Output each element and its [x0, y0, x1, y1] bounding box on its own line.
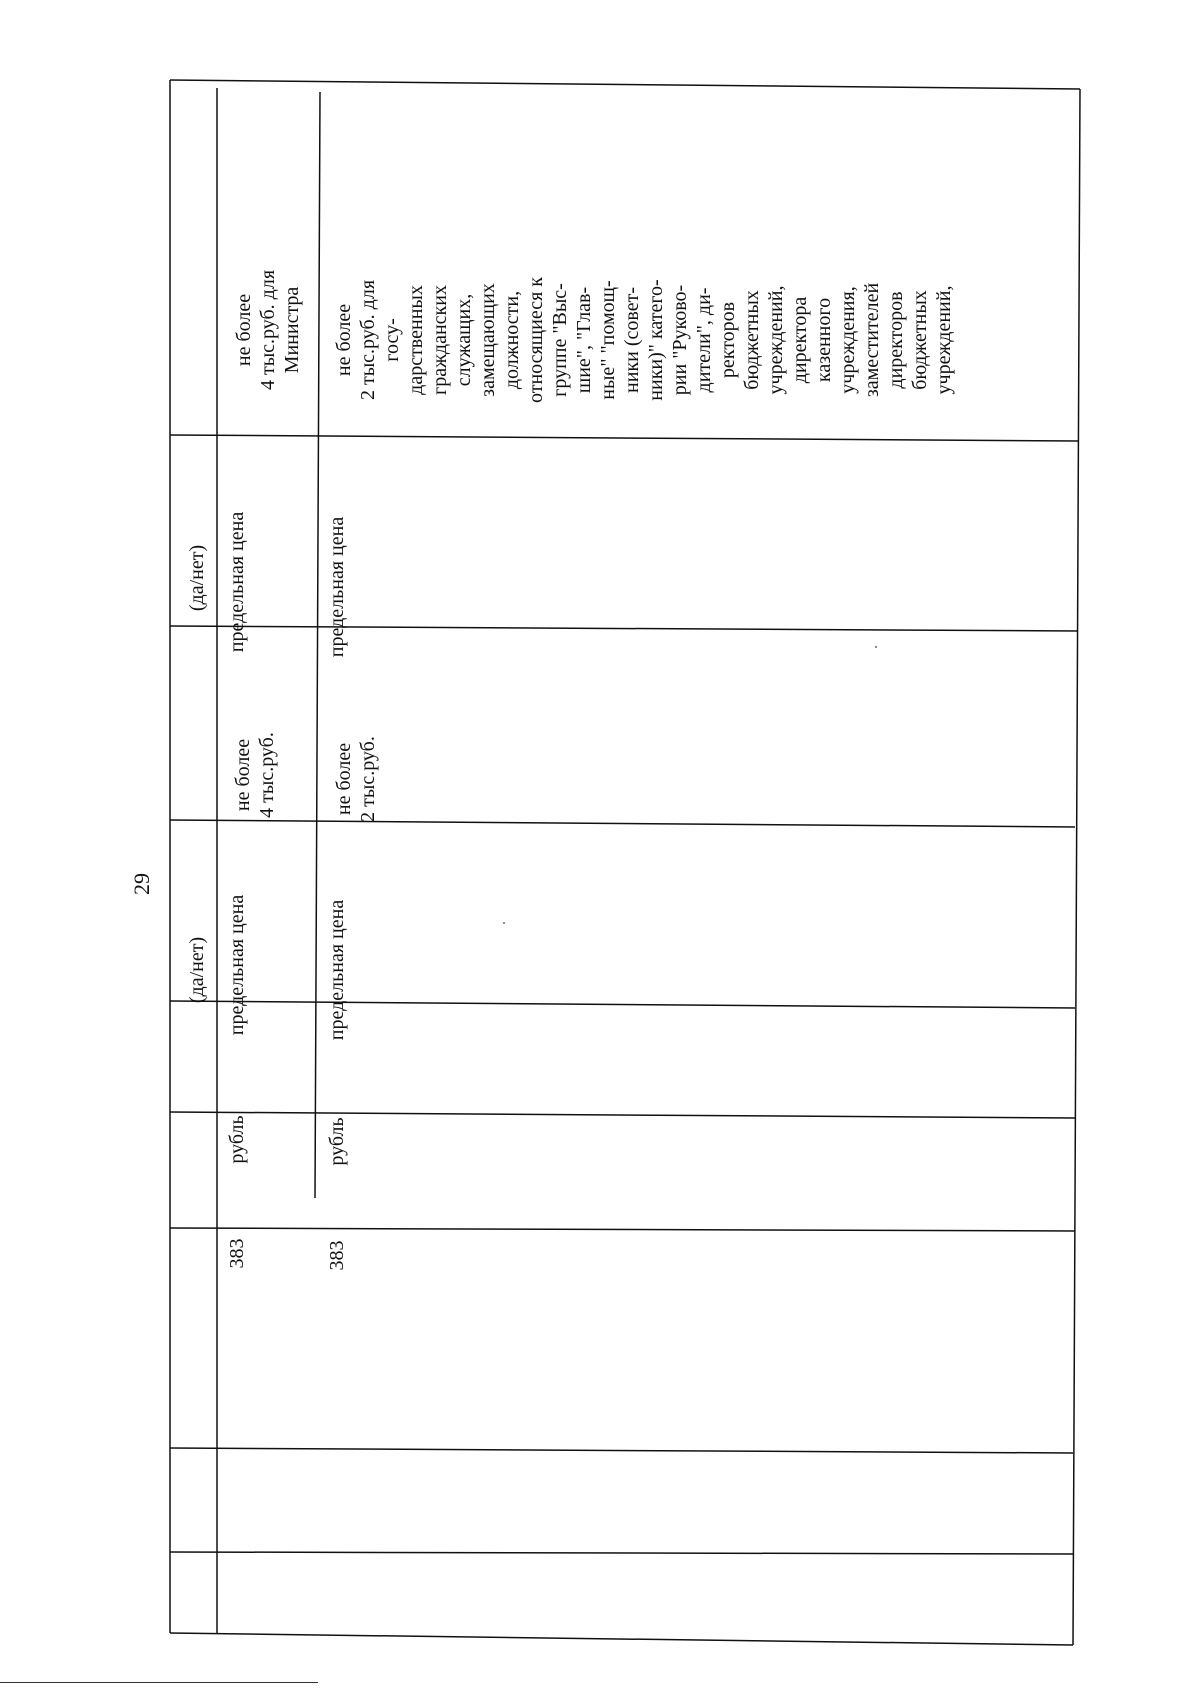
row-2-type-2: предельная цена [326, 516, 348, 658]
grid-col-line-3 [170, 820, 1075, 827]
grid-col-line-8 [170, 1552, 1073, 1554]
grid-col-line-6 [170, 1228, 1075, 1231]
grid-col-line-5 [170, 1112, 1075, 1118]
row-2-unit: рубль [326, 1117, 348, 1166]
value-header: (да/нет) [186, 936, 208, 1004]
grid-col-line-4 [170, 1001, 1075, 1008]
grid-col-line-1 [170, 435, 1078, 441]
rotated-table [170, 80, 1090, 1645]
row-1-type-1: предельная цена [226, 894, 248, 1036]
grid-outer-bottom [170, 1633, 1073, 1645]
row-1-note: не более 4 тыс.руб. для Министра [233, 269, 303, 391]
grid-row-line-2 [315, 92, 320, 1198]
row-1-type-2: предельная цена [226, 511, 248, 653]
scan-dot-2 [875, 646, 877, 648]
unit-header: (да/нет) [186, 544, 208, 612]
bottom-rule [0, 1682, 318, 1683]
row-2-type-1: предельная цена [326, 899, 348, 1041]
grid-col-line-7 [170, 1448, 1073, 1453]
grid-col-line-2 [170, 626, 1078, 631]
page-number: 29 [129, 873, 154, 895]
row-1-code: 383 [226, 1238, 248, 1269]
row-1-unit: рубль [226, 1115, 248, 1164]
grid-outer-right [1073, 89, 1080, 1645]
scan-dot-1 [503, 922, 505, 924]
row-1-value-1: не более 4 тыс.руб. [232, 732, 278, 818]
row-2-note: не более 2 тыс.руб. для госу- дарственных гражданских служащих, замещающих должности, относящиеся к группе "Выс- шие", "Глав- ные" "помощ- ники (совет- ники)" катего- рии "Руково- дители", ди- ректоров бюджетных учреждений, директора казенного учреждения, заместителей директоров бюджетных учреждений, [333, 276, 955, 404]
row-2-value-1: не более 2 тыс.руб. [333, 736, 379, 822]
grid-outer-top [170, 80, 1080, 89]
row-2-code: 383 [326, 1240, 348, 1271]
